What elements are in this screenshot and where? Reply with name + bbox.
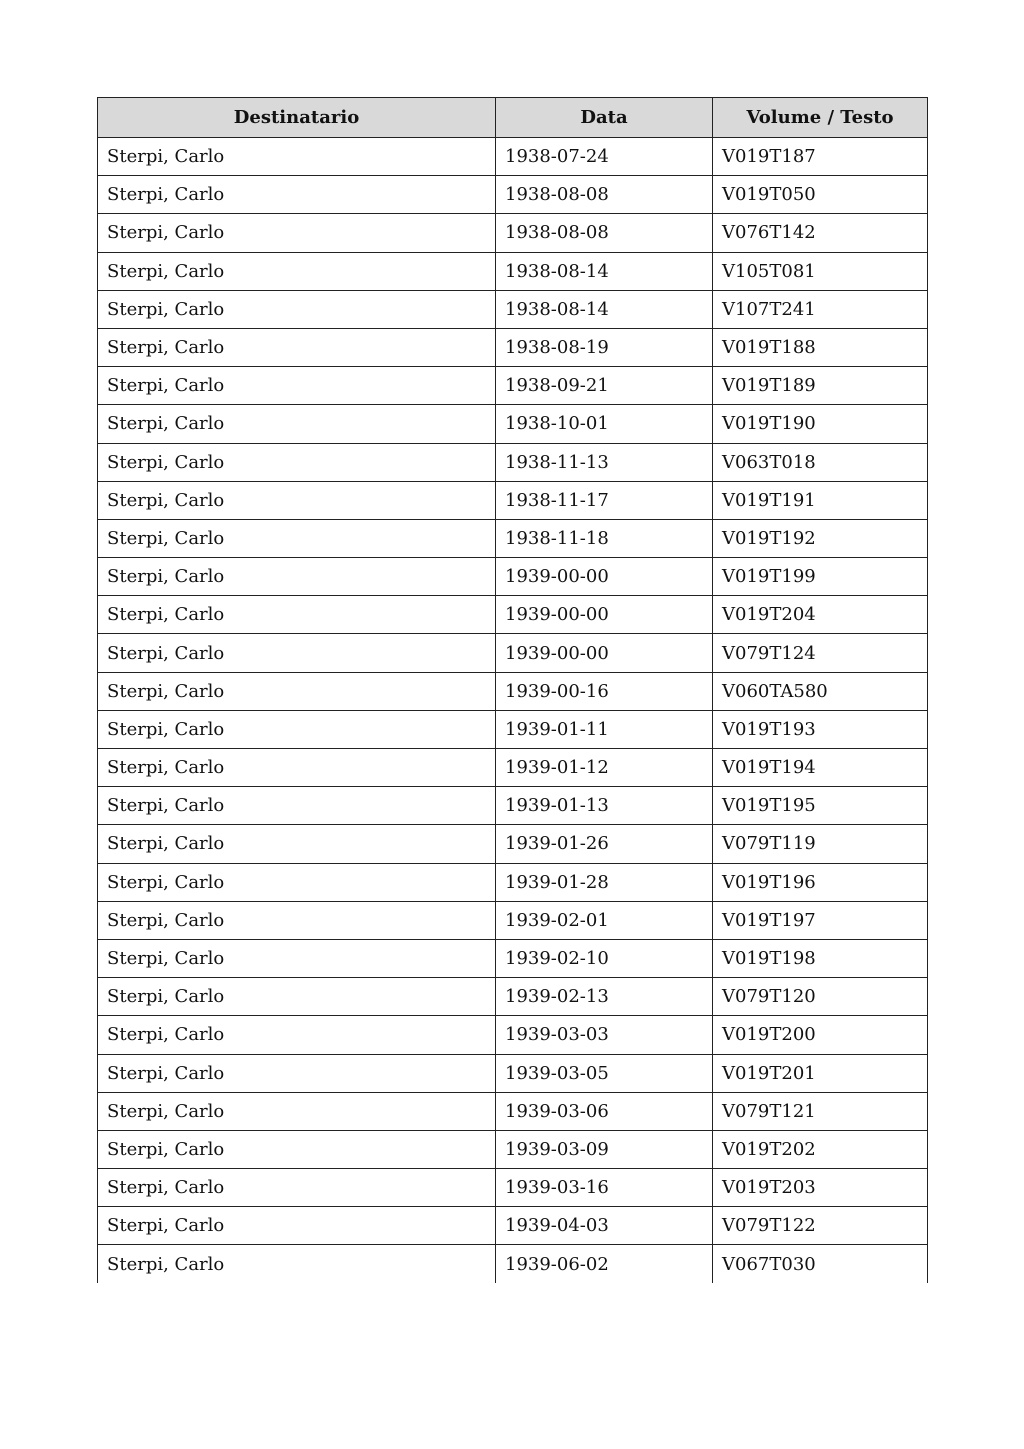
cell-destinatario: Sterpi, Carlo [98, 252, 496, 290]
table-row [98, 1016, 928, 1054]
cell-data: 1939-03-16 [496, 1169, 713, 1207]
table-row [98, 1245, 928, 1283]
cell-data: 1939-06-02 [496, 1245, 713, 1283]
cell-data: 1939-00-16 [496, 672, 713, 710]
cell-volume-testo: V019T190 [713, 405, 928, 443]
cell-volume-testo: V079T122 [713, 1207, 928, 1245]
cell-volume-testo: V079T121 [713, 1092, 928, 1130]
cell-data: 1939-01-11 [496, 710, 713, 748]
cell-volume-testo: V076T142 [713, 214, 928, 252]
cell-volume-testo: V067T030 [713, 1245, 928, 1283]
table-row [98, 1092, 928, 1130]
cell-volume-testo: V079T120 [713, 978, 928, 1016]
cell-data: 1939-03-03 [496, 1016, 713, 1054]
cell-destinatario: Sterpi, Carlo [98, 1054, 496, 1092]
cell-destinatario: Sterpi, Carlo [98, 405, 496, 443]
cell-data: 1938-10-01 [496, 405, 713, 443]
cell-destinatario: Sterpi, Carlo [98, 176, 496, 214]
cell-destinatario: Sterpi, Carlo [98, 519, 496, 557]
cell-destinatario: Sterpi, Carlo [98, 290, 496, 328]
cell-data: 1939-02-10 [496, 939, 713, 977]
cell-data: 1938-11-13 [496, 443, 713, 481]
cell-data: 1939-01-28 [496, 863, 713, 901]
cell-destinatario: Sterpi, Carlo [98, 481, 496, 519]
header-volume-testo: Volume / Testo [713, 98, 928, 138]
cell-destinatario: Sterpi, Carlo [98, 1207, 496, 1245]
cell-destinatario: Sterpi, Carlo [98, 1130, 496, 1168]
header-destinatario: Destinatario [98, 98, 496, 138]
cell-destinatario: Sterpi, Carlo [98, 596, 496, 634]
cell-volume-testo: V019T198 [713, 939, 928, 977]
cell-data: 1938-08-19 [496, 328, 713, 366]
cell-destinatario: Sterpi, Carlo [98, 749, 496, 787]
table-row [98, 596, 928, 634]
cell-destinatario: Sterpi, Carlo [98, 901, 496, 939]
cell-data: 1939-04-03 [496, 1207, 713, 1245]
table-header-row [98, 98, 928, 138]
cell-destinatario: Sterpi, Carlo [98, 328, 496, 366]
table-row [98, 1054, 928, 1092]
table-row [98, 1207, 928, 1245]
cell-data: 1939-00-00 [496, 558, 713, 596]
cell-data: 1939-03-06 [496, 1092, 713, 1130]
table-row [98, 825, 928, 863]
table-row [98, 1130, 928, 1168]
cell-data: 1938-11-18 [496, 519, 713, 557]
cell-volume-testo: V079T124 [713, 634, 928, 672]
cell-data: 1939-01-13 [496, 787, 713, 825]
cell-destinatario: Sterpi, Carlo [98, 1016, 496, 1054]
cell-volume-testo: V019T189 [713, 367, 928, 405]
table-row [98, 863, 928, 901]
cell-volume-testo: V019T200 [713, 1016, 928, 1054]
cell-destinatario: Sterpi, Carlo [98, 863, 496, 901]
cell-data: 1938-08-08 [496, 176, 713, 214]
cell-volume-testo: V019T193 [713, 710, 928, 748]
table-row [98, 214, 928, 252]
cell-volume-testo: V019T050 [713, 176, 928, 214]
cell-volume-testo: V019T187 [713, 138, 928, 176]
cell-data: 1938-09-21 [496, 367, 713, 405]
cell-destinatario: Sterpi, Carlo [98, 558, 496, 596]
cell-destinatario: Sterpi, Carlo [98, 214, 496, 252]
cell-volume-testo: V019T202 [713, 1130, 928, 1168]
table-row [98, 672, 928, 710]
cell-volume-testo: V063T018 [713, 443, 928, 481]
cell-destinatario: Sterpi, Carlo [98, 825, 496, 863]
cell-destinatario: Sterpi, Carlo [98, 443, 496, 481]
cell-volume-testo: V019T199 [713, 558, 928, 596]
cell-data: 1938-07-24 [496, 138, 713, 176]
table-row [98, 519, 928, 557]
table-row [98, 443, 928, 481]
table-row [98, 710, 928, 748]
cell-volume-testo: V060TA580 [713, 672, 928, 710]
table-row [98, 176, 928, 214]
table-row [98, 367, 928, 405]
cell-volume-testo: V019T197 [713, 901, 928, 939]
cell-data: 1939-01-26 [496, 825, 713, 863]
cell-volume-testo: V107T241 [713, 290, 928, 328]
cell-destinatario: Sterpi, Carlo [98, 138, 496, 176]
cell-volume-testo: V079T119 [713, 825, 928, 863]
cell-destinatario: Sterpi, Carlo [98, 1245, 496, 1283]
table-row [98, 558, 928, 596]
cell-data: 1938-11-17 [496, 481, 713, 519]
cell-volume-testo: V019T188 [713, 328, 928, 366]
table-row [98, 749, 928, 787]
table-row [98, 481, 928, 519]
cell-destinatario: Sterpi, Carlo [98, 710, 496, 748]
cell-volume-testo: V019T195 [713, 787, 928, 825]
cell-volume-testo: V019T194 [713, 749, 928, 787]
cell-data: 1938-08-14 [496, 290, 713, 328]
cell-volume-testo: V019T203 [713, 1169, 928, 1207]
cell-volume-testo: V105T081 [713, 252, 928, 290]
table-row [98, 901, 928, 939]
cell-volume-testo: V019T201 [713, 1054, 928, 1092]
cell-data: 1939-01-12 [496, 749, 713, 787]
cell-volume-testo: V019T191 [713, 481, 928, 519]
cell-volume-testo: V019T192 [713, 519, 928, 557]
table-row [98, 939, 928, 977]
cell-destinatario: Sterpi, Carlo [98, 978, 496, 1016]
cell-volume-testo: V019T196 [713, 863, 928, 901]
table-body [98, 138, 928, 1284]
table-row [98, 328, 928, 366]
cell-destinatario: Sterpi, Carlo [98, 672, 496, 710]
cell-data: 1939-03-05 [496, 1054, 713, 1092]
header-data: Data [496, 98, 713, 138]
cell-data: 1938-08-08 [496, 214, 713, 252]
letters-table [97, 97, 928, 1283]
table-row [98, 787, 928, 825]
cell-data: 1939-02-13 [496, 978, 713, 1016]
cell-destinatario: Sterpi, Carlo [98, 1169, 496, 1207]
table-row [98, 978, 928, 1016]
table-row [98, 290, 928, 328]
cell-destinatario: Sterpi, Carlo [98, 787, 496, 825]
cell-data: 1939-02-01 [496, 901, 713, 939]
table-row [98, 252, 928, 290]
cell-data: 1938-08-14 [496, 252, 713, 290]
cell-destinatario: Sterpi, Carlo [98, 634, 496, 672]
table-row [98, 138, 928, 176]
cell-volume-testo: V019T204 [713, 596, 928, 634]
cell-data: 1939-00-00 [496, 634, 713, 672]
table-row [98, 634, 928, 672]
cell-destinatario: Sterpi, Carlo [98, 367, 496, 405]
cell-data: 1939-00-00 [496, 596, 713, 634]
cell-destinatario: Sterpi, Carlo [98, 1092, 496, 1130]
cell-data: 1939-03-09 [496, 1130, 713, 1168]
table-row [98, 405, 928, 443]
cell-destinatario: Sterpi, Carlo [98, 939, 496, 977]
table-row [98, 1169, 928, 1207]
